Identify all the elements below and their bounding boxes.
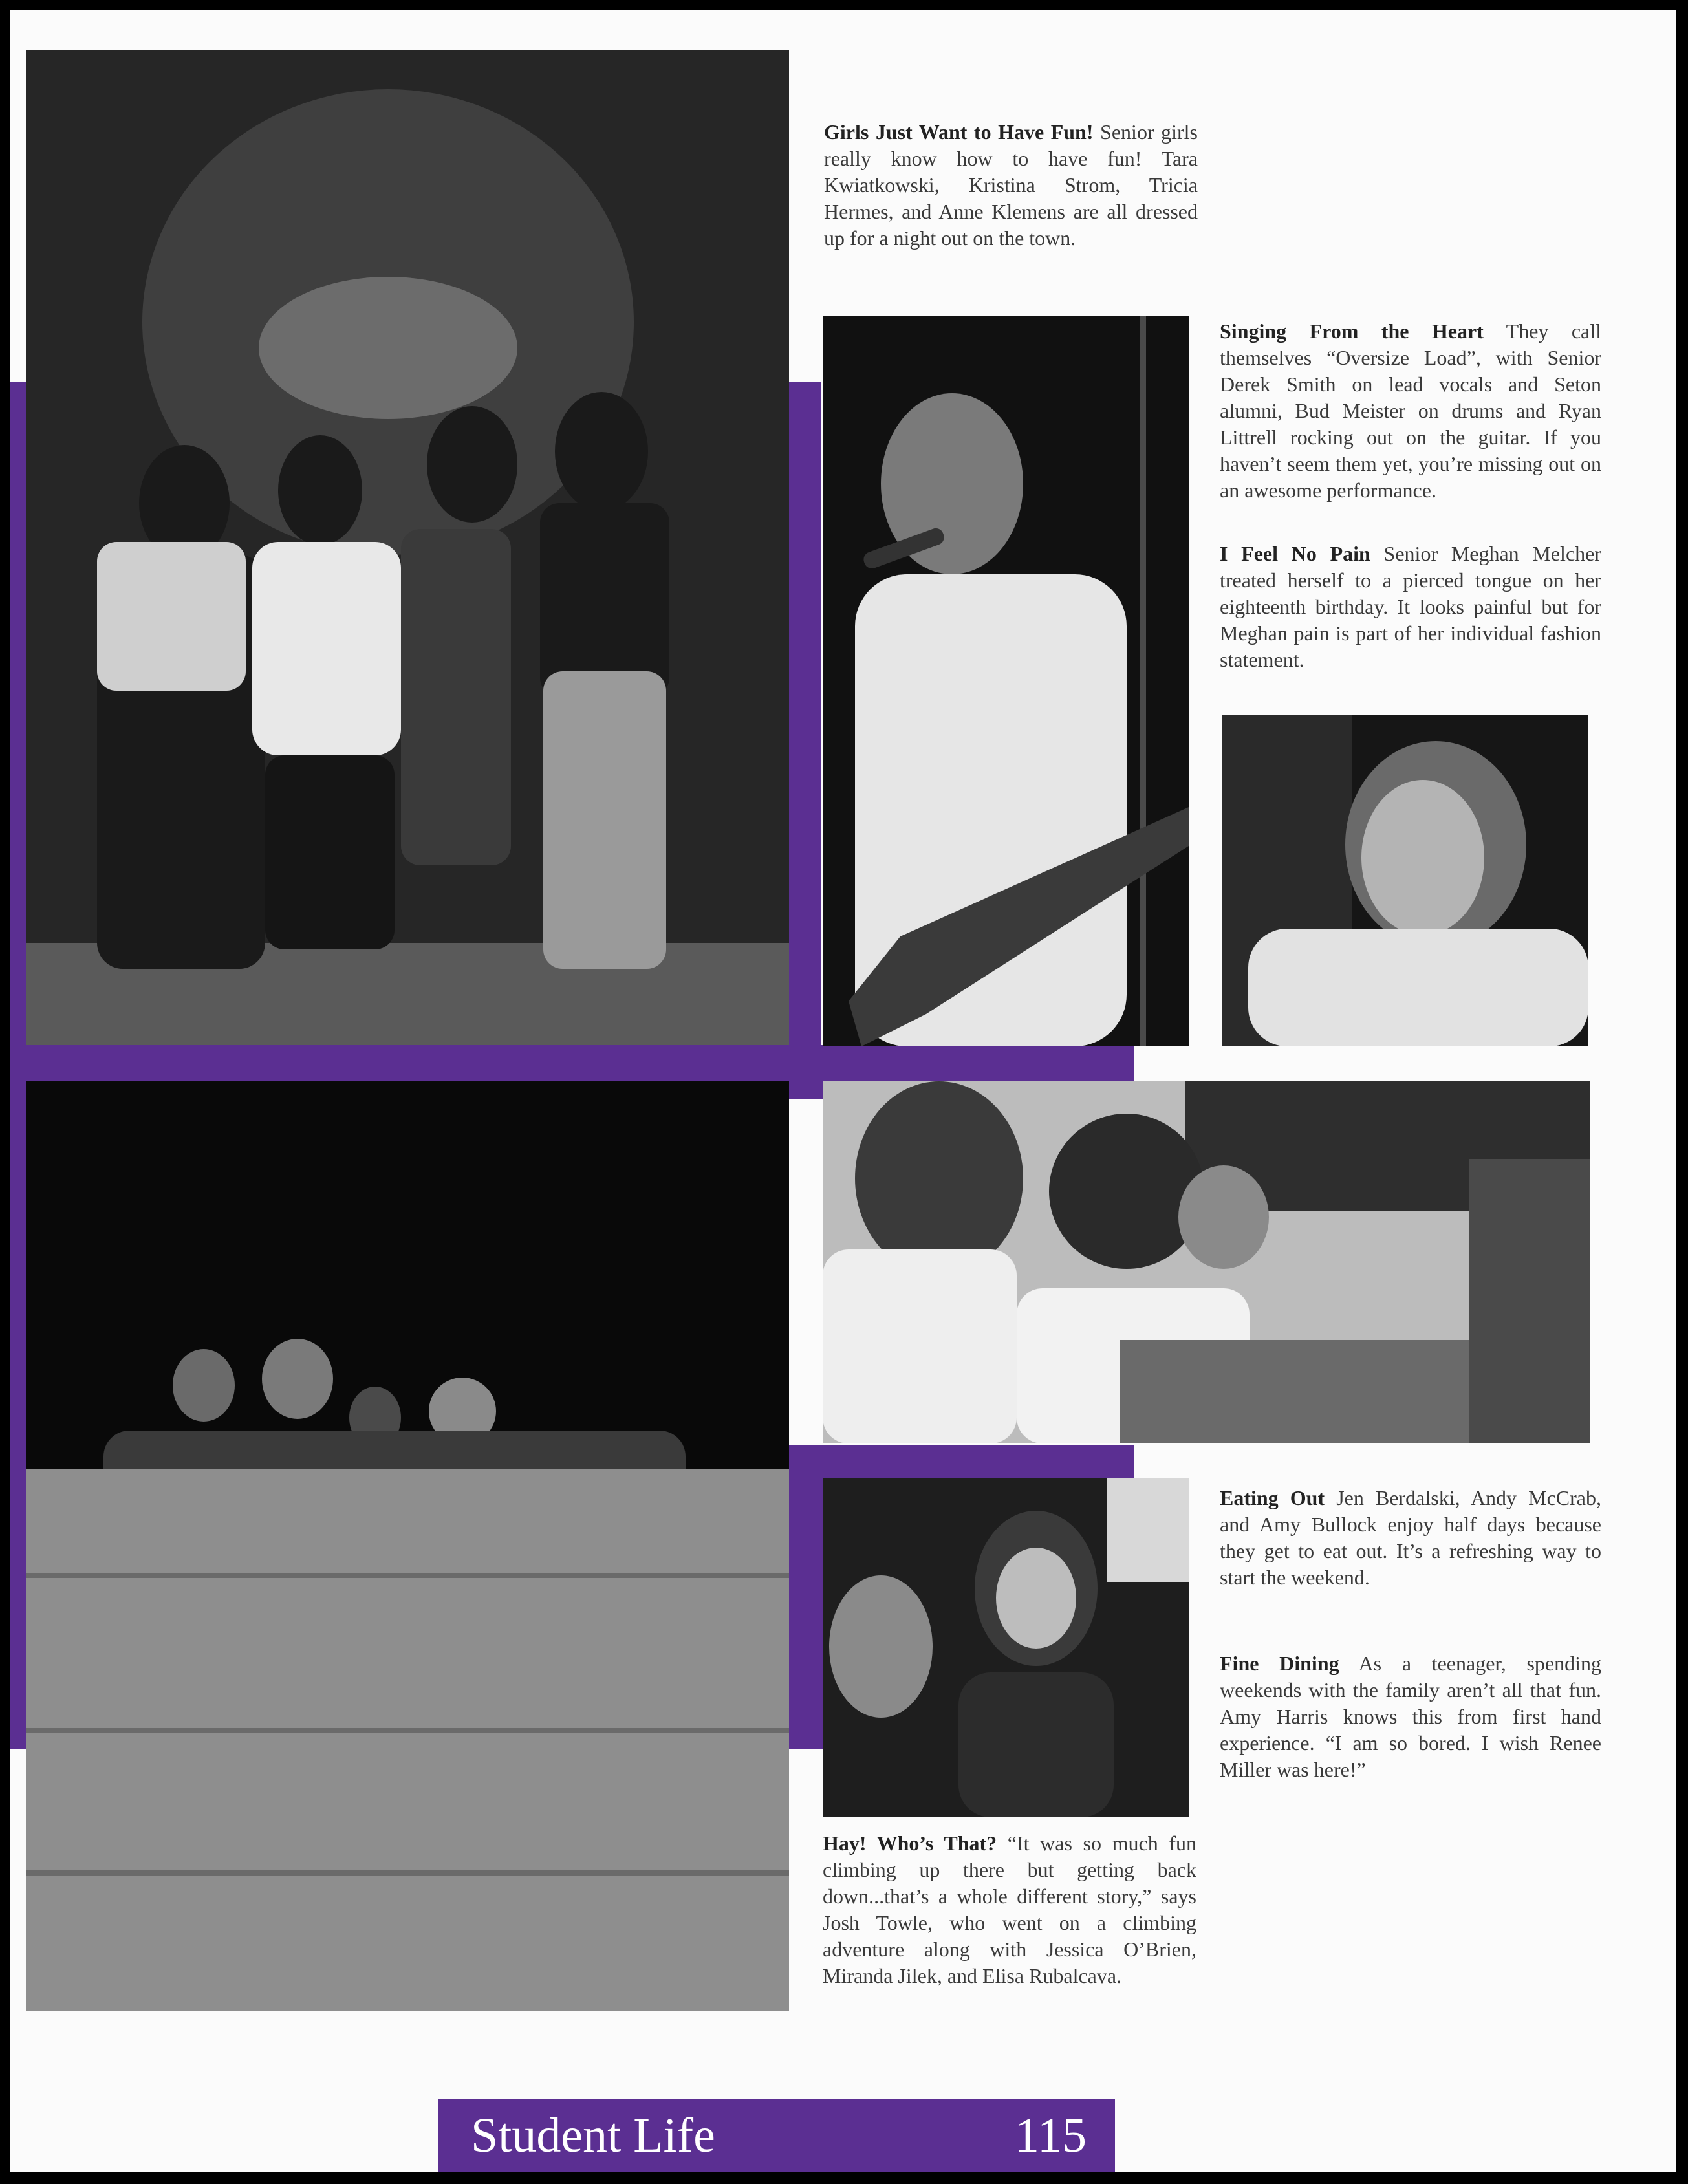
caption-no-pain-title: I Feel No Pain [1220, 542, 1370, 565]
photo-girls-hard-rock [26, 50, 789, 1045]
photo-fine-dining-image [823, 1478, 1189, 1817]
caption-eating-out [1220, 1485, 1601, 1591]
footer-section-title: Student Life [471, 2108, 715, 2163]
photo-eating-out [823, 1081, 1590, 1443]
caption-girls-fun-title: Girls Just Want to Have Fun! [824, 120, 1094, 144]
caption-no-pain [1220, 541, 1601, 673]
caption-no-pain-body: Senior Meghan Melcher treated herself to a pierced tongue on her eighteenth birthday. It looks painful but for Meghan pain is part of her individual fashion statement. [1220, 542, 1602, 671]
caption-singing [1220, 318, 1601, 504]
caption-hay [823, 1830, 1196, 1989]
photo-pierced-tongue-image [1222, 715, 1588, 1046]
caption-eating-out-body: Jen Berdalski, Andy McCrab, and Amy Bullock enjoy half days because they get to eat out. It’s a refreshing way to start the weekend. [1220, 1486, 1601, 1589]
photo-singer-band-image [823, 316, 1189, 1046]
caption-hay-title: Hay! Who’s That? [823, 1832, 997, 1855]
footer-page-number: 115 [1014, 2108, 1087, 2163]
caption-girls-fun-body: Senior girls really know how to have fun! Tara Kwiatkowski, Kristina Strom, Tricia Hermes, and Anne Klemens are all dressed up for a night out on the town. [824, 120, 1198, 250]
caption-singing-title: Singing From the Heart [1220, 319, 1484, 343]
caption-singing-body: They call themselves “Oversize Load”, with Senior Derek Smith on lead vocals and Seton alumni, Bud Meister on drums and Ryan Littrell rocking out on the guitar. If you haven’t seem them yet, you’re missing out on an awesome performance. [1220, 319, 1601, 502]
caption-eating-out-title: Eating Out [1220, 1486, 1325, 1509]
photo-eating-out-image [823, 1081, 1590, 1443]
caption-hay-body: “It was so much fun climbing up there but getting back down...that’s a whole different story,” says Josh Towle, who went on a climbing adventure along with Jessica O’Brien, Miranda Jilek, and Elisa Rubalcava. [823, 1832, 1196, 1987]
photo-pierced-tongue [1222, 715, 1588, 1046]
photo-girls-hard-rock-image [26, 50, 789, 1045]
photo-singer-band [823, 316, 1189, 1046]
caption-fine-dining-title: Fine Dining [1220, 1652, 1339, 1675]
yearbook-page [10, 10, 1676, 2172]
photo-hay-bales [26, 1081, 789, 2011]
caption-girls-fun [824, 119, 1198, 252]
photo-fine-dining [823, 1478, 1189, 1817]
caption-fine-dining-body: As a teenager, spending weekends with the family aren’t all that fun. Amy Harris knows this from first hand experience. “I am so bored. I wish Renee Miller was here!” [1220, 1652, 1602, 1781]
photo-hay-bales-image [26, 1081, 789, 2011]
caption-fine-dining [1220, 1650, 1601, 1783]
footer-bar [438, 2099, 1115, 2172]
